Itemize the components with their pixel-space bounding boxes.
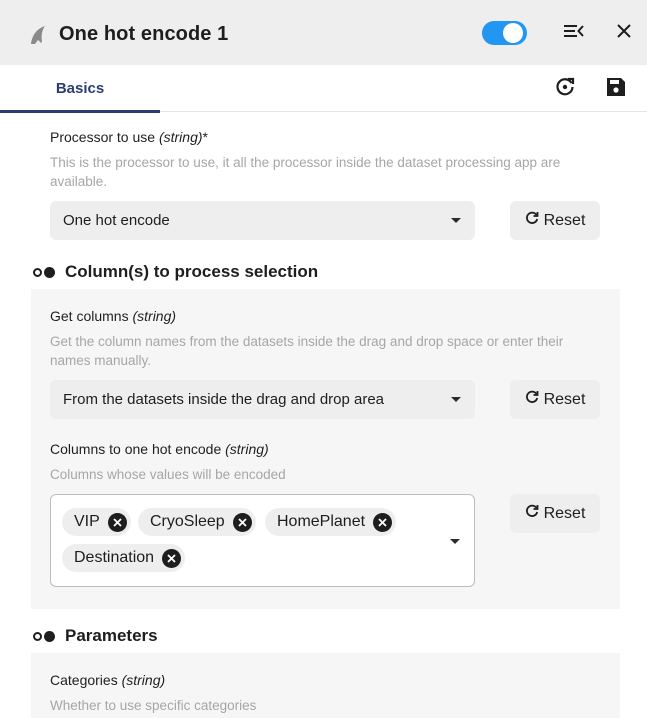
refresh-button[interactable] — [553, 77, 577, 101]
columns-encode-type: (string) — [225, 441, 269, 457]
remove-chip-icon[interactable] — [162, 549, 181, 568]
close-icon — [616, 23, 632, 44]
enable-toggle[interactable] — [482, 21, 527, 45]
chip-vip — [62, 508, 131, 536]
chip-destination — [62, 544, 185, 572]
categories-description: Whether to use specific categories — [50, 698, 257, 713]
columns-encode-label — [50, 441, 269, 457]
reset-label: Reset — [543, 504, 586, 522]
reset-label: Reset — [543, 211, 586, 229]
section-dots-icon — [33, 631, 55, 642]
processor-type: (string) — [158, 129, 203, 145]
panel-header — [0, 0, 647, 65]
section-parameters-title: Parameters — [65, 626, 158, 645]
get-columns-type: (string) — [132, 308, 177, 324]
processor-select[interactable] — [50, 201, 475, 240]
reset-icon — [525, 211, 539, 230]
app-logo-icon — [28, 24, 48, 46]
chevron-down-icon — [451, 218, 461, 223]
chip-homeplanet — [265, 508, 396, 536]
required-mark: * — [202, 129, 208, 145]
toggle-knob — [503, 23, 523, 43]
processor-select-value: One hot encode — [63, 212, 170, 229]
get-columns-label-text: Get columns — [50, 308, 129, 324]
chip-label: VIP — [74, 513, 100, 530]
collapse-panel-icon — [563, 22, 585, 45]
chevron-down-icon — [450, 539, 460, 544]
get-columns-label — [50, 308, 176, 324]
collapse-panel-button[interactable] — [561, 20, 587, 46]
categories-type: (string) — [121, 672, 166, 688]
categories-label-text: Categories — [50, 672, 118, 688]
section-parameters — [33, 626, 158, 646]
processor-description: This is the processor to use, it all the processor inside the dataset processing app are available. — [50, 155, 561, 189]
get-columns-select-value: From the datasets inside the drag and drop area — [63, 391, 385, 408]
get-columns-reset-button[interactable] — [510, 380, 600, 419]
processor-label-text: Processor to use — [50, 129, 156, 145]
save-button[interactable] — [604, 77, 628, 101]
processor-reset-button[interactable] — [510, 201, 600, 240]
columns-encode-reset-button[interactable] — [510, 494, 600, 533]
chevron-down-icon — [451, 397, 461, 402]
tab-bar — [0, 65, 647, 112]
save-icon — [606, 77, 626, 102]
reset-label: Reset — [543, 390, 586, 408]
remove-chip-icon[interactable] — [233, 513, 252, 532]
section-columns-selection — [33, 262, 318, 282]
form-content — [0, 113, 647, 718]
refresh-icon — [554, 76, 576, 103]
section-dots-icon — [33, 267, 55, 278]
tab-basics[interactable] — [0, 65, 160, 111]
reset-icon — [525, 504, 539, 523]
tab-basics-label: Basics — [55, 79, 105, 97]
chip-label: CryoSleep — [150, 513, 225, 530]
chip-label: HomePlanet — [277, 513, 366, 530]
remove-chip-icon[interactable] — [373, 513, 392, 532]
remove-chip-icon[interactable] — [108, 513, 127, 532]
chip-label: Destination — [74, 549, 155, 566]
processor-label — [50, 129, 208, 145]
get-columns-select[interactable] — [50, 380, 475, 419]
columns-encode-label-text: Columns to one hot encode — [50, 441, 222, 457]
reset-icon — [525, 390, 539, 409]
close-button[interactable] — [611, 20, 637, 46]
categories-label — [50, 672, 165, 688]
get-columns-description: Get the column names from the datasets inside the drag and drop space or enter their names manually. — [50, 334, 564, 368]
chip-cryosleep — [138, 508, 256, 536]
panel-title: One hot encode 1 — [59, 23, 229, 45]
columns-multiselect[interactable] — [50, 494, 475, 587]
columns-encode-description: Columns whose values will be encoded — [50, 467, 286, 482]
section-columns-title: Column(s) to process selection — [65, 262, 319, 281]
